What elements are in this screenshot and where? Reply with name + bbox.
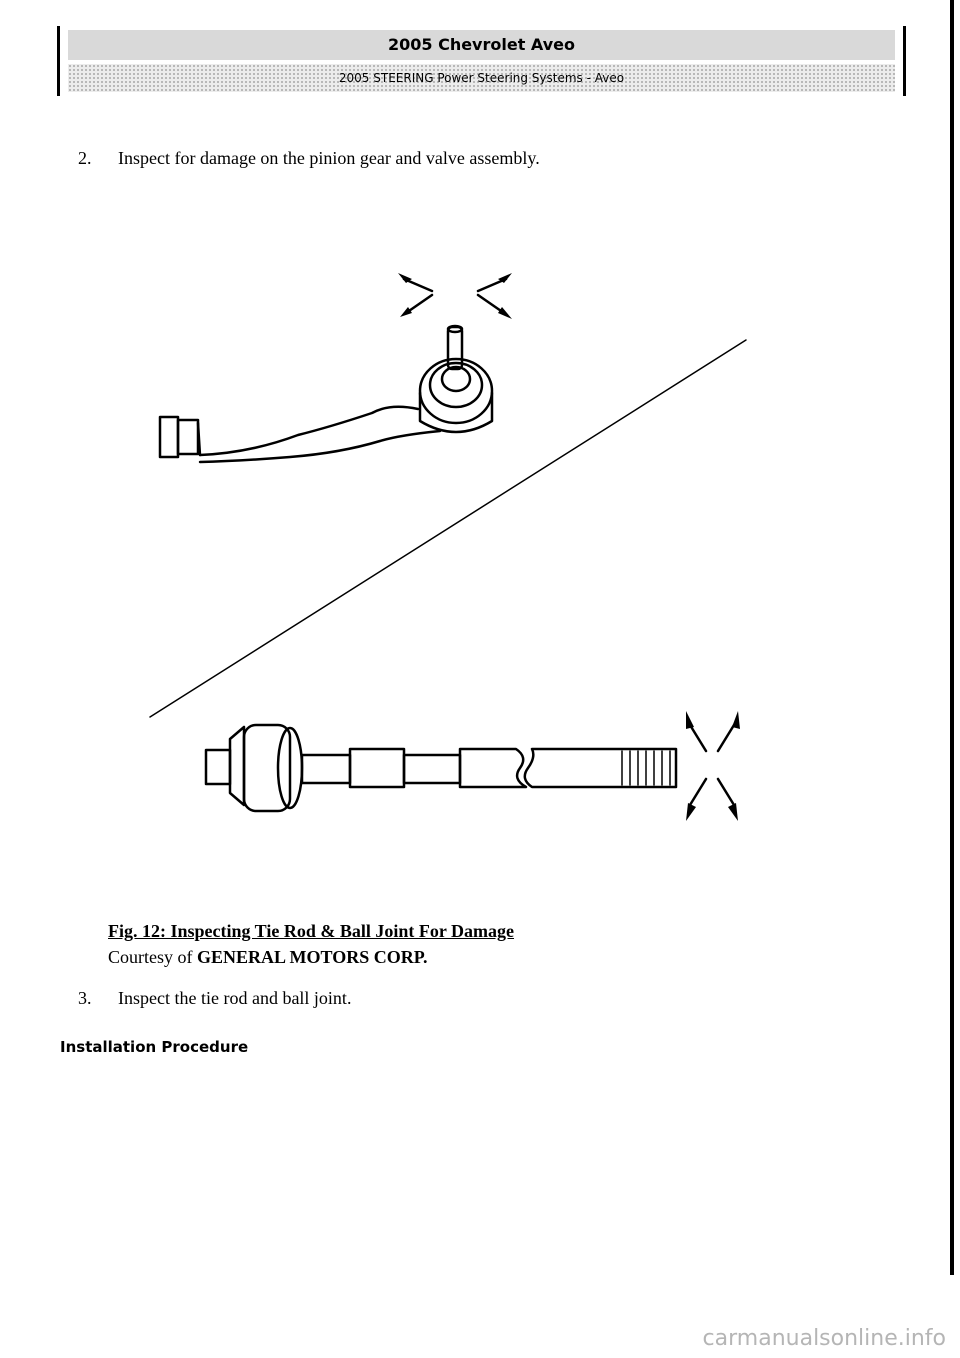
section-heading: Installation Procedure (60, 1038, 249, 1056)
document-subtitle: 2005 STEERING Power Steering Systems - Aveo (68, 64, 895, 92)
tie-rod-illustration (140, 265, 770, 835)
document-header (57, 26, 906, 96)
motion-arrows-top (398, 273, 512, 319)
figure-credit-prefix: Courtesy of (108, 947, 197, 967)
figure-credit-org: GENERAL MOTORS CORP. (197, 947, 428, 967)
inner-tie-rod (206, 725, 676, 811)
step-text: Inspect the tie rod and ball joint. (118, 988, 352, 1008)
figure-caption (108, 918, 514, 970)
step-text: Inspect for damage on the pinion gear and valve assembly. (118, 148, 540, 168)
step-number: 3. (78, 988, 92, 1008)
figure-title-link[interactable]: Fig. 12: Inspecting Tie Rod & Ball Joint For Damage (108, 921, 515, 941)
document-title: 2005 Chevrolet Aveo (68, 30, 895, 60)
figure-credit (108, 944, 514, 970)
page-right-rule (950, 0, 954, 1275)
divider-line (150, 340, 746, 717)
motion-arrows-side (686, 711, 740, 821)
outer-tie-rod-end (160, 326, 492, 462)
step-number: 2. (78, 148, 92, 168)
watermark: carmanualsonline.info (702, 1326, 946, 1351)
